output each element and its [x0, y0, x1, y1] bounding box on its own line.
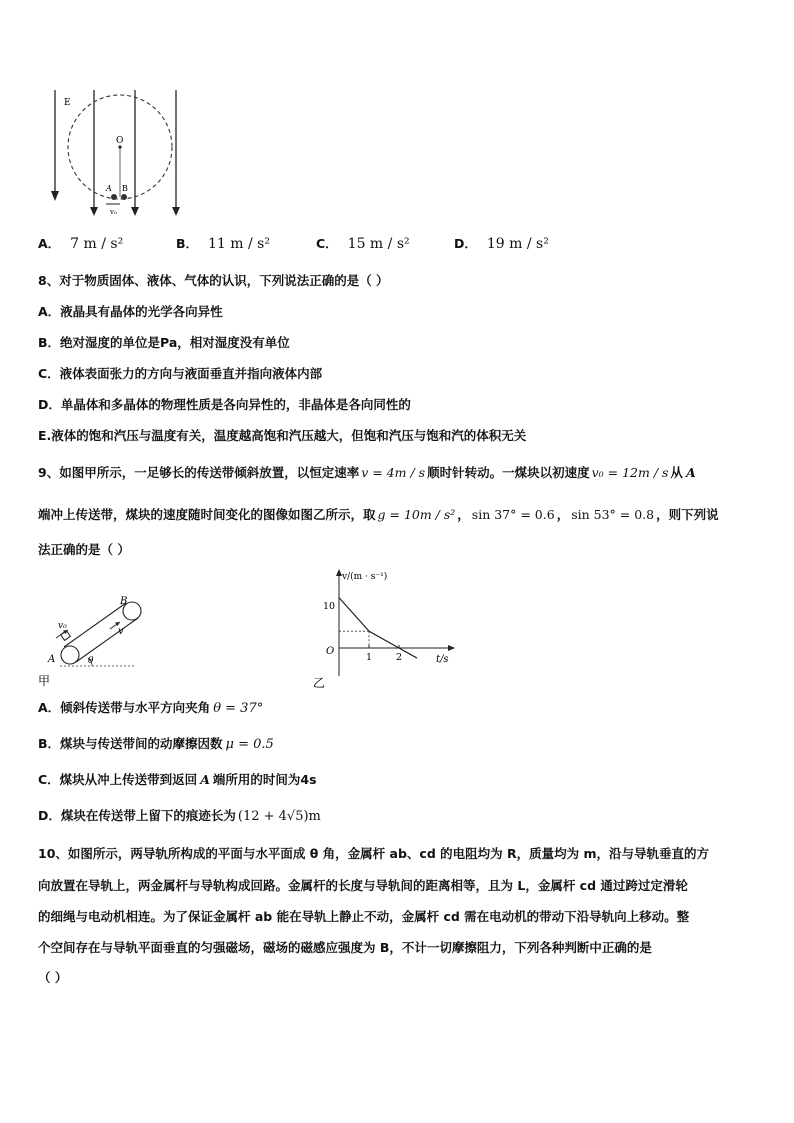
- q10-stem-line1: 10、如图所示，两导轨所构成的平面与水平面成 θ 角，金属杆 ab、cd 的电阻均为 R，质量均为 m，沿与导轨垂直的方: [38, 846, 709, 861]
- x-tick-label-2: 2: [396, 652, 403, 663]
- pulley-A: [61, 646, 79, 664]
- math-mu: μ = 0.5: [225, 737, 274, 752]
- option-value: 15 m / s²: [347, 236, 410, 252]
- option-letter: A．: [38, 236, 61, 251]
- label-A: A: [48, 654, 56, 665]
- q8-option-b[interactable]: B．绝对湿度的单位是Pa，相对湿度没有单位: [38, 335, 290, 350]
- q10-stem-line3: 的细绳与电动机相连。为了保证金属杆 ab 能在导轨上静止不动，金属杆 cd 需在电动机的带动下沿导轨向上移动。整: [38, 909, 690, 924]
- q8-option-c[interactable]: C．液体表面张力的方向与液面垂直并指向液体内部: [38, 366, 323, 381]
- q9-stem-line1: 9、如图甲所示，一足够长的传送带倾斜放置，以恒定速率 v = 4m / s 顺时针转动。一煤块以初速度 v₀ = 12m / s 从 A: [38, 465, 696, 480]
- label-v: v: [118, 626, 124, 637]
- label-v0: v₀: [58, 621, 67, 631]
- q9-option-b[interactable]: B．煤块与传送带间的动摩擦因数 μ = 0.5: [38, 736, 274, 752]
- math-sin37: sin 37° = 0.6: [471, 507, 555, 522]
- q7-option-a[interactable]: [38, 234, 123, 252]
- label-O: O: [116, 136, 124, 146]
- caption-jia: 甲: [38, 674, 51, 688]
- math-sin53: sin 53° = 0.8: [571, 507, 655, 522]
- math-theta: θ = 37°: [213, 701, 264, 716]
- q9-stem-line3: 法正确的是（ ）: [38, 542, 130, 557]
- q7-option-b[interactable]: [176, 234, 270, 252]
- q9-option-d[interactable]: D．煤块在传送带上留下的痕迹长为 (12 + 4√5)m: [38, 808, 321, 824]
- q7-figure: [40, 85, 200, 220]
- math-trace-length: (12 + 4√5)m: [237, 809, 321, 824]
- q8-stem: 8、对于物质固体、液体、气体的认识，下列说法正确的是（ ）: [38, 273, 389, 288]
- q8-option-d[interactable]: D．单晶体和多晶体的物理性质是各向异性的，非晶体是各向同性的: [38, 397, 411, 412]
- q8-option-e[interactable]: E.液体的饱和汽压与温度有关，温度越高饱和汽压越大，但饱和汽压与饱和汽的体积无关: [38, 428, 527, 443]
- q7-option-c[interactable]: [316, 234, 410, 252]
- q9-stem-line2: 端冲上传送带，煤块的速度随时间变化的图像如图乙所示，取 g = 10m / s² ， sin 37° = 0.6 ， sin 53° = 0.8 ，则下列说: [38, 507, 719, 522]
- velocity-series-line: [339, 598, 417, 658]
- label-A: A: [106, 184, 112, 193]
- x-tick-label-1: 1: [366, 652, 373, 663]
- ball-A: [111, 194, 117, 200]
- y-axis-label: v/(m · s⁻¹): [342, 572, 388, 582]
- label-B: B: [120, 596, 128, 607]
- ball-B: [121, 194, 127, 200]
- label-B: B: [122, 184, 128, 193]
- label-v0: v₀: [110, 208, 117, 216]
- option-letter: D．: [454, 236, 477, 251]
- q9-figure-jia: [36, 592, 156, 690]
- q9-option-c[interactable]: C．煤块从冲上传送带到返回 A 端所用的时间为4s: [38, 772, 317, 787]
- q7-option-d[interactable]: [454, 234, 549, 252]
- q10-stem-line2: 向放置在导轨上，两金属杆与导轨构成回路。金属杆的长度与导轨间的距离相等，且为 L，金属杆 cd 通过跨过定滑轮: [38, 878, 688, 893]
- option-value: 19 m / s²: [486, 236, 549, 252]
- q9-option-a[interactable]: A．倾斜传送带与水平方向夹角 θ = 37°: [38, 700, 264, 716]
- x-axis-arrow: [448, 645, 455, 651]
- caption-yi: 乙: [313, 676, 326, 690]
- option-letter: B．: [176, 236, 199, 251]
- math-initial-speed: v₀ = 12m / s: [591, 465, 669, 480]
- q10-stem-line5: （ ）: [38, 970, 68, 985]
- y-tick-label-10: 10: [323, 601, 336, 612]
- q8-option-a[interactable]: A．液晶具有晶体的光学各向异性: [38, 304, 223, 319]
- label-theta: θ: [88, 656, 94, 666]
- label-E: E: [64, 98, 71, 108]
- option-value: 7 m / s²: [70, 236, 124, 252]
- option-letter: C．: [316, 236, 338, 251]
- math-speed: v = 4m / s: [361, 465, 426, 480]
- origin-label: O: [326, 646, 335, 657]
- q9-figure-yi-chart: [312, 566, 460, 690]
- option-value: 11 m / s²: [208, 236, 270, 252]
- q10-stem-line4: 个空间存在与导轨平面垂直的匀强磁场，磁场的磁感应强度为 B，不计一切摩擦阻力，下列各种判断中正确的是: [38, 940, 652, 955]
- math-g: g = 10m / s²: [377, 507, 456, 522]
- x-axis-label: t/s: [436, 654, 449, 665]
